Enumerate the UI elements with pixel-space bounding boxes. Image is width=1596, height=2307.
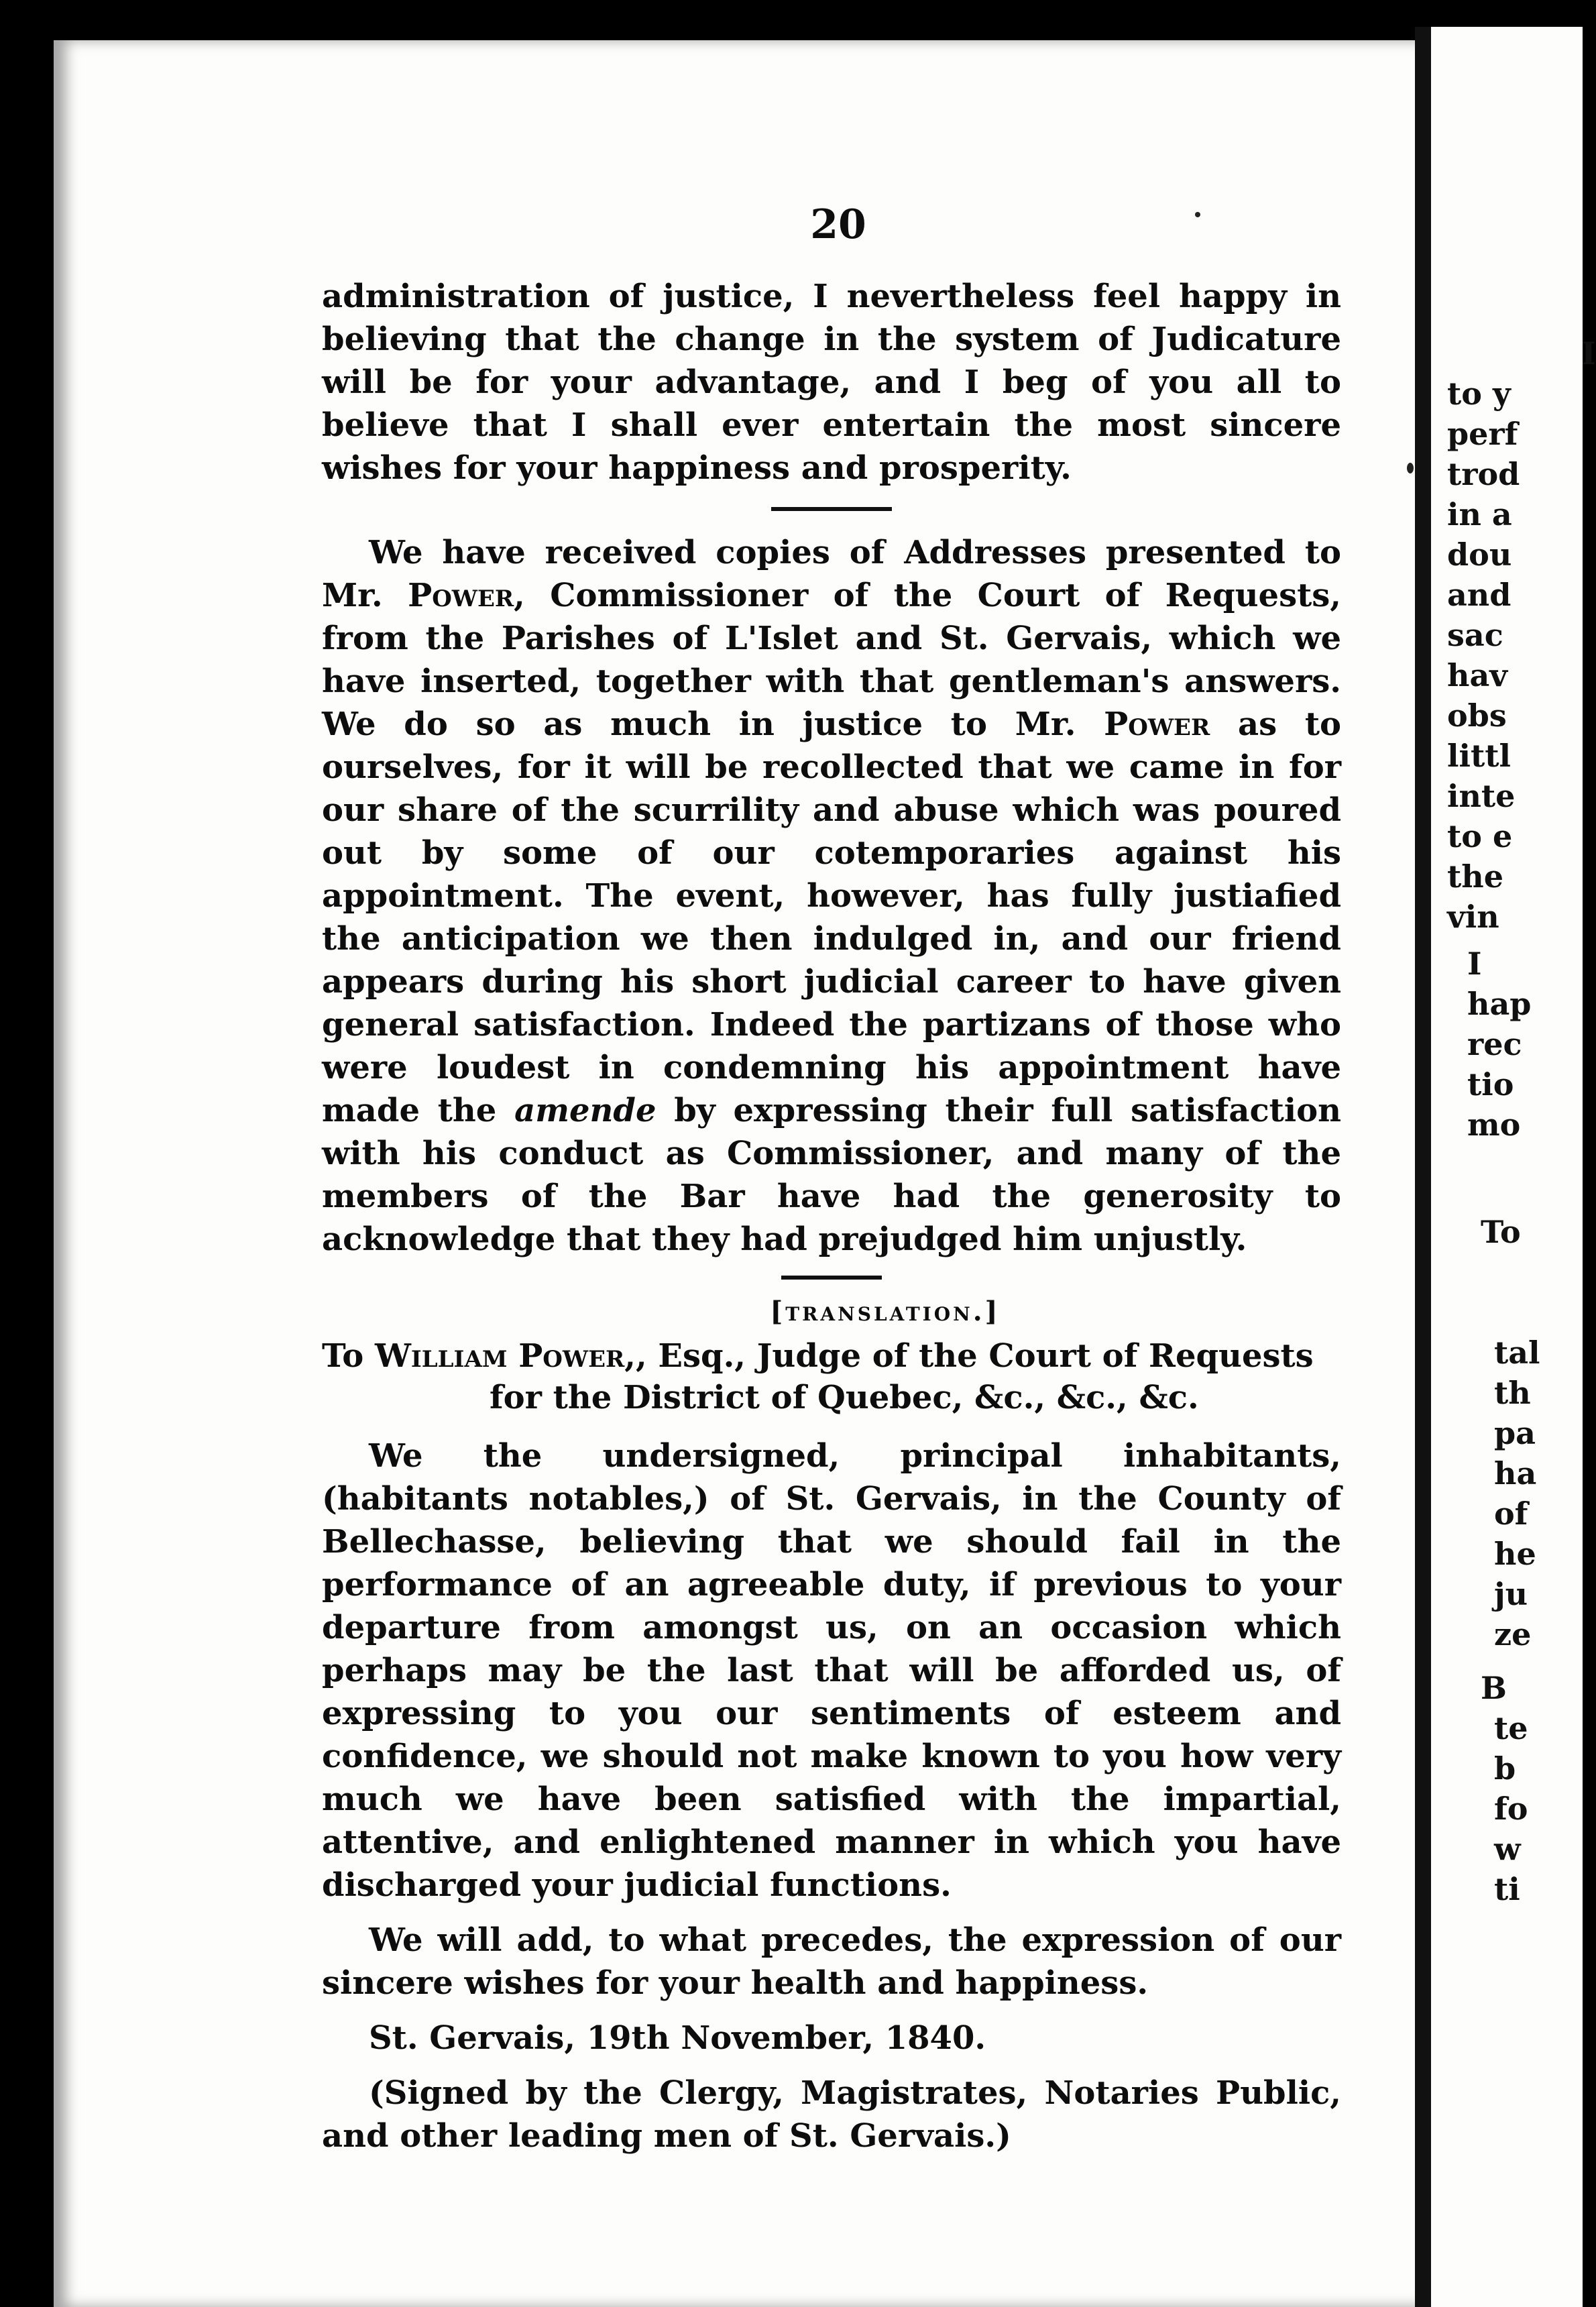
right-page-text-fragment: the <box>1447 858 1503 895</box>
translation-heading: [translation.] <box>770 1296 1001 1327</box>
right-page-text-fragment: to e <box>1447 818 1513 854</box>
name-power: Power <box>408 577 514 614</box>
text-span: To <box>322 1337 375 1375</box>
right-page-text-fragment: th <box>1494 1375 1531 1411</box>
right-page-text-fragment: rec <box>1467 1026 1522 1062</box>
right-page-text-fragment: tal <box>1494 1335 1540 1371</box>
text-span: by expressing their full satisfaction with his conduct as Commissioner, and many of the members of the Bar have had the generosity to acknowledge that they had prejudged him unjustly. <box>322 1092 1341 1258</box>
page-gutter <box>1415 27 1431 2307</box>
right-page-text-fragment: I <box>1581 335 1596 372</box>
section-divider <box>781 1276 882 1280</box>
text-span: , Commissioner of the Court of Requests, from the Parishes of L'Islet and St. Gervais, which we have inserted, together with that gentleman's answers. We do so as much in justice to Mr. <box>322 577 1342 743</box>
paragraph-closing-reply: administration of justice, I nevertheless feel happy in believing that the change in the system of Judicature will be for your advantage, and I beg of you all to believe that I shall ever entertain the most sincere wishes for your happiness and prosperity. <box>322 278 1341 487</box>
right-page-text-fragment: pa <box>1494 1415 1536 1451</box>
right-page-text-fragment: he <box>1494 1536 1536 1572</box>
addressee-name: William Power <box>374 1337 625 1375</box>
right-page-text-fragment: sac <box>1447 617 1503 653</box>
right-page-text-fragment: te <box>1494 1710 1528 1746</box>
right-page-text-fragment: hav <box>1447 657 1507 693</box>
right-page-text-fragment: and <box>1447 577 1512 613</box>
right-page-text-fragment: ti <box>1494 1871 1520 1907</box>
right-page-text-fragment: littl <box>1447 738 1511 774</box>
paragraph-wishes: We will add, to what precedes, the expression of our sincere wishes for your health and happiness. <box>322 1921 1341 2002</box>
paragraph-address-body: We the undersigned, principal inhabitants, (habitants notables,) of St. Gervais, in the County of Bellechasse, believing that we should fail in the performance of an agreeable duty, if previous to your departure from amongst us, on an occasion which perhaps may be the last that will be afforded us, of expressing to you our sentiments of esteem and confidence, we should not make known to you how very much we have been satisfied with the impartial, attentive, and enlightened manner in which you have discharged your judicial functions. <box>322 1437 1341 1904</box>
ink-speck <box>1195 212 1200 217</box>
right-page-text-fragment: ha <box>1494 1455 1537 1492</box>
right-page-text-fragment: trod <box>1447 456 1520 492</box>
paragraph-editorial <box>322 531 1341 1261</box>
signature-note: (Signed by the Clergy, Magistrates, Notaries Public, and other leading men of St. Gervais.) <box>322 2074 1341 2155</box>
right-page-text-fragment: b <box>1494 1750 1516 1787</box>
text-span: as to ourselves, for it will be recollected that we came in for our share of the scurrility and abuse which was poured out by some of our cotemporaries against his appointment. The event, however, has fully justiafied the anticipation we then indulged in, and our friend appears during his short judicial career to have given general satisfaction. Indeed the partizans of those who were loudest in condemning his appointment have made the <box>322 706 1342 1129</box>
address-line <box>322 1335 1341 1418</box>
right-page-text-fragment: to y <box>1447 376 1511 412</box>
right-page-text-fragment: dou <box>1447 537 1512 573</box>
ink-speck <box>1407 463 1414 473</box>
right-page-text-fragment: vin <box>1447 899 1499 935</box>
right-page-text-fragment: B <box>1481 1670 1507 1706</box>
text-span: ,, Esq., Judge of the Court of Requests for the District of Quebec, &c., &c., &c. <box>490 1337 1314 1416</box>
right-page-text-fragment: ju <box>1494 1576 1528 1612</box>
italic-amende: amende <box>514 1092 657 1129</box>
dateline: St. Gervais, 19th November, 1840. <box>369 2019 986 2057</box>
right-page-text-fragment: To <box>1481 1214 1521 1250</box>
name-power: Power <box>1104 706 1210 743</box>
right-page-text-fragment: perf <box>1447 416 1518 452</box>
right-page-fragment <box>1431 27 1596 2307</box>
right-page-text-fragment: of <box>1494 1496 1528 1532</box>
right-page-text-fragment: hap <box>1467 986 1532 1022</box>
right-page-text-fragment: tio <box>1467 1066 1514 1103</box>
right-page-text-fragment: I <box>1467 946 1482 982</box>
right-page-text-fragment: inte <box>1447 778 1516 814</box>
right-page-text-fragment: ze <box>1494 1616 1532 1652</box>
right-page-text-fragment: w <box>1494 1831 1521 1867</box>
right-page-text-fragment: obs <box>1447 697 1507 734</box>
section-divider <box>771 507 892 511</box>
right-page-text-fragment: fo <box>1494 1791 1528 1827</box>
right-page-text-fragment: in a <box>1447 496 1512 532</box>
page-body <box>322 201 1341 2157</box>
text-span: We have received copies of Addresses presented to Mr. <box>322 534 1341 614</box>
page-number: 20 <box>810 201 866 248</box>
right-page-text-fragment: mo <box>1467 1107 1521 1143</box>
